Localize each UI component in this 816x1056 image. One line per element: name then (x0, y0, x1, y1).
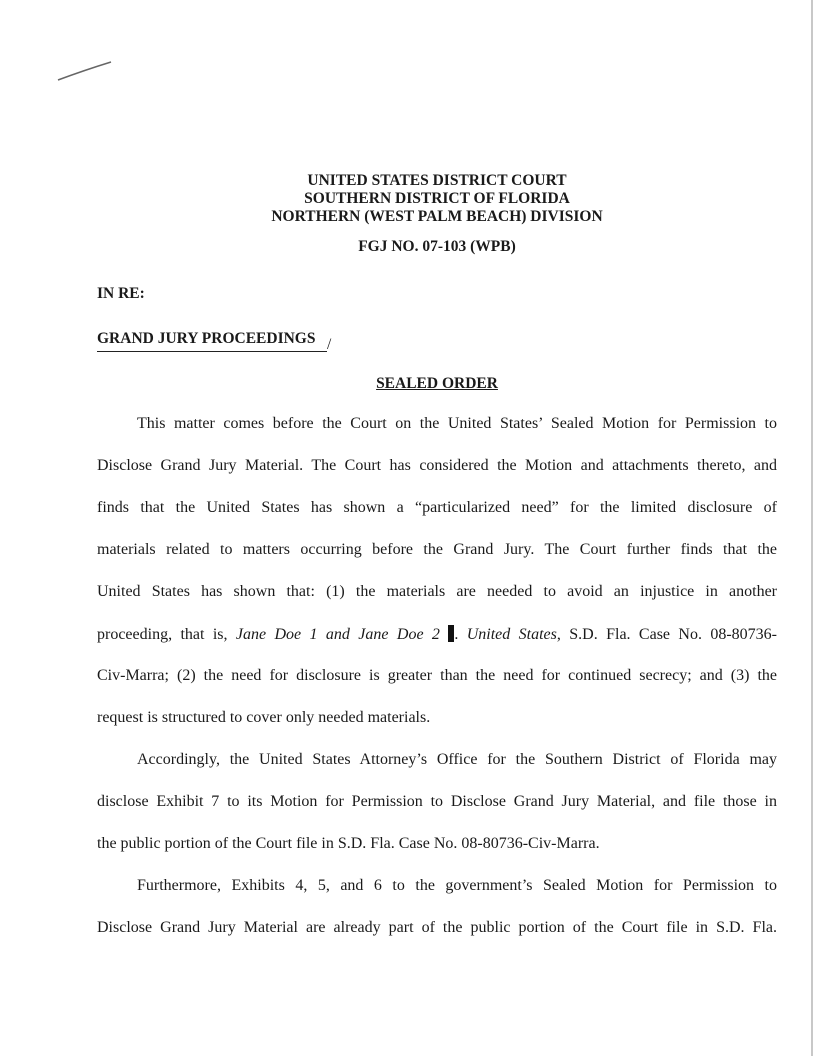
division-name: NORTHERN (WEST PALM BEACH) DIVISION (271, 208, 603, 225)
text: , S.D. Fla. Case No. 08-80736- (556, 626, 778, 643)
text-line: This matter comes before the Court on the United States’ Sealed Motion for Permission to (137, 415, 777, 432)
court-name: UNITED STATES DISTRICT COURT (307, 172, 567, 189)
text: . (454, 626, 467, 643)
text-line: finds that the United States has shown a “particularized need” for the limited disclosure of (97, 499, 777, 516)
text-line: disclose Exhibit 7 to its Motion for Permission to Disclose Grand Jury Material, and file those in (97, 793, 777, 810)
document-title: SEALED ORDER (376, 375, 498, 392)
page-edge (811, 0, 813, 1056)
text-line: United States has shown that: (1) the materials are needed to avoid an injustice in another (97, 583, 777, 600)
text-line: Civ-Marra; (2) the need for disclosure is greater than the need for continued secrecy; and (3) the (97, 667, 777, 684)
caption-slash: / (327, 336, 332, 353)
text-line: Disclose Grand Jury Material are already part of the public portion of the Court file in S.D. Fla. (97, 919, 777, 936)
in-re-label: IN RE: (97, 285, 145, 302)
case-caption-plaintiffs: Jane Doe 1 and Jane Doe 2 (235, 626, 440, 643)
text-line (97, 625, 777, 644)
caption-rule (97, 351, 327, 352)
pen-mark (55, 58, 115, 84)
district-name: SOUTHERN DISTRICT OF FLORIDA (304, 190, 570, 207)
text-line: Disclose Grand Jury Material. The Court has considered the Motion and attachments thereto, and (97, 457, 777, 474)
text-line: Accordingly, the United States Attorney’s Office for the Southern District of Florida may (137, 751, 777, 768)
text-line: materials related to matters occurring before the Grand Jury. The Court further finds that the (97, 541, 777, 558)
text-line: the public portion of the Court file in S.D. Fla. Case No. 08-80736-Civ-Marra. (97, 835, 600, 852)
text-line: Furthermore, Exhibits 4, 5, and 6 to the government’s Sealed Motion for Permission to (137, 877, 777, 894)
text: proceeding, that is, (97, 626, 236, 643)
case-number: FGJ NO. 07-103 (WPB) (358, 238, 516, 255)
text-line: request is structured to cover only needed materials. (97, 709, 431, 726)
caption-matter: GRAND JURY PROCEEDINGS (97, 330, 316, 347)
case-caption-defendant: United States (466, 626, 557, 643)
